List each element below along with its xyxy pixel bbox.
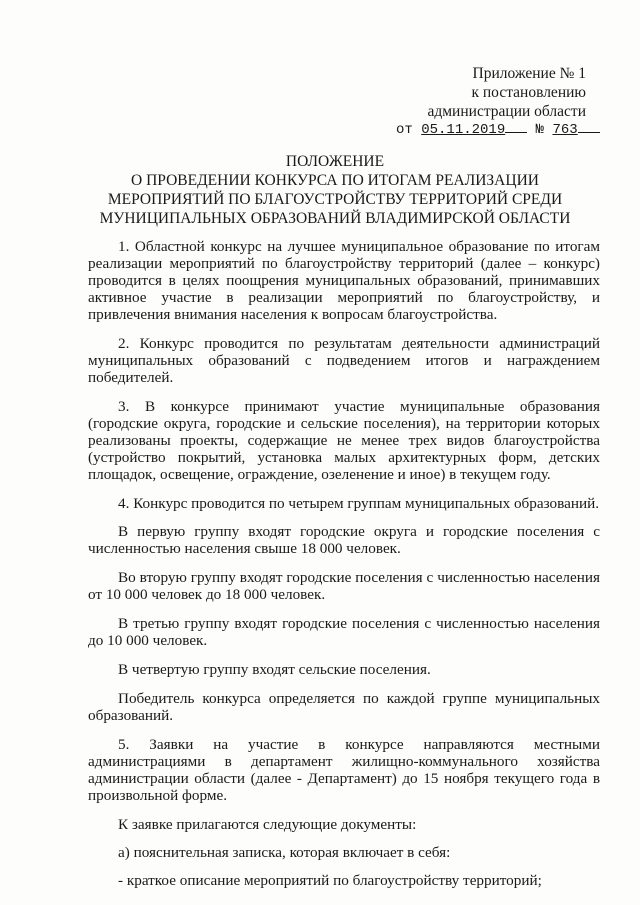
ref-number-prefix: №	[535, 122, 545, 138]
title-line: МЕРОПРИЯТИЙ ПО БЛАГОУСТРОЙСТВУ ТЕРРИТОРИЙ СРЕДИ	[107, 191, 563, 208]
document-body	[88, 238, 600, 900]
appendix-line: Приложение № 1	[472, 65, 586, 82]
title-line: МУНИЦИПАЛЬНЫХ ОБРАЗОВАНИЙ ВЛАДИМИРСКОЙ ОБЛАСТИ	[99, 210, 571, 227]
title-line: ПОЛОЖЕНИЕ	[285, 153, 385, 170]
paragraph: В четвертую группу входят сельские поселения.	[118, 661, 431, 678]
underline-filler	[505, 132, 527, 133]
ref-number: 763	[552, 122, 578, 138]
paragraph: К заявке прилагаются следующие документы:	[118, 816, 417, 833]
ref-prefix: от	[396, 122, 413, 138]
paragraph: - краткое описание мероприятий по благоустройству территорий;	[118, 872, 542, 889]
paragraph: 2. Конкурс проводится по результатам деятельности администраций муниципальных образований с подведением итогов и награждением победителей.	[88, 335, 600, 386]
resolution-reference	[396, 121, 606, 139]
paragraph: Победитель конкурса определяется по каждой группе муниципальных образований.	[88, 690, 600, 724]
paragraph: а) пояснительная записка, которая включает в себя:	[118, 844, 451, 861]
paragraph: 1. Областной конкурс на лучшее муниципальное образование по итогам реализации мероприятий по благоустройству территорий (далее – конкурс) проводится в целях поощрения муниципальных образований, принимавших активное участие в реализации мероприятий по благоустройству, и привлечения внимания населения к вопросам благоустройства.	[88, 238, 600, 323]
paragraph: 3. В конкурсе принимают участие муниципальные образования (городские округа, городские и сельские поселения), на территории которых реализованы проекты, содержащие не менее трех видов благоустройства (устройство покрытий, установка малых архитектурных форм, детских площадок, освещение, ограждение, озеленение и иное) в текущем году.	[88, 398, 600, 483]
paragraph: Во вторую группу входят городские поселения с численностью населения от 10 000 человек до 18 000 человек.	[88, 569, 600, 603]
document-title	[80, 152, 590, 228]
appendix-line: к постановлению	[471, 84, 586, 101]
paragraph: В третью группу входят городские поселения с численностью населения до 10 000 человек.	[88, 615, 600, 649]
appendix-line: администрации области	[427, 103, 586, 120]
ref-date: 05.11.2019	[421, 122, 506, 138]
title-line: О ПРОВЕДЕНИИ КОНКУРСА ПО ИТОГАМ РЕАЛИЗАЦИИ	[131, 172, 539, 189]
appendix-block	[366, 64, 586, 121]
paragraph: 4. Конкурс проводится по четырем группам муниципальных образований.	[118, 495, 600, 512]
paragraph: В первую группу входят городские округа и городские поселения с численностью населения свыше 18 000 человек.	[88, 523, 600, 557]
underline-filler	[578, 132, 600, 133]
paragraph: 5. Заявки на участие в конкурсе направляются местными администрациями в департамент жилищно-коммунального хозяйства администрации области (далее - Департамент) до 15 ноября текущего года в произвольной форме.	[88, 736, 600, 804]
